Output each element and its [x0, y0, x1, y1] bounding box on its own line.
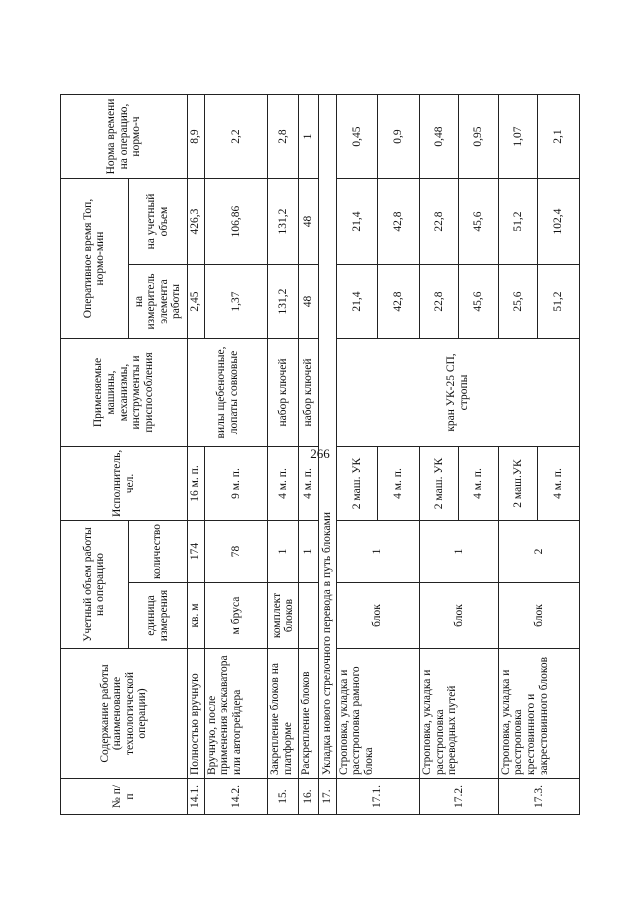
row-per-unit: 22,8: [419, 265, 458, 339]
row-num: 15.: [268, 779, 299, 815]
row-norm: 0,45: [336, 95, 378, 179]
row-norm: 1,07: [498, 95, 537, 179]
row-norm: 2,8: [268, 95, 299, 179]
row-per-volume: 42,8: [378, 179, 420, 265]
row-executor: 2 маш. УК: [419, 447, 458, 521]
row-machines: набор ключей: [268, 339, 299, 447]
norms-table: [60, 94, 580, 815]
table-row: [419, 95, 458, 815]
row-executor: 4 м. п.: [538, 447, 580, 521]
row-executor: 2 маш. УК: [336, 447, 378, 521]
row-num: 17.2.: [419, 779, 498, 815]
section-row: [319, 95, 337, 815]
row-num: 14.1.: [187, 779, 204, 815]
row-per-unit: 48: [299, 265, 319, 339]
table-row: [299, 95, 319, 815]
row-executor: 2 маш.УК: [498, 447, 537, 521]
table-row: [498, 95, 537, 815]
row-content: Строповка, укладка и расстроповка переводных путей: [419, 649, 498, 779]
header-machines: Применяемые машины, механизмы, инструменты и приспособления: [61, 339, 188, 447]
header-content: Содержание работы (наименование технологической операции): [61, 649, 188, 779]
row-per-unit: 2,45: [187, 265, 204, 339]
header-per-unit: на измеритель элемента работы: [128, 265, 187, 339]
row-executor: 9 м. п.: [204, 447, 268, 521]
row-per-volume: 426,3: [187, 179, 204, 265]
table-row: [187, 95, 204, 815]
page-number: 266: [310, 446, 330, 461]
row-norm: 0,9: [378, 95, 420, 179]
row-per-volume: 102,4: [538, 179, 580, 265]
table-row: [268, 95, 299, 815]
row-machines: кран УК-25 СП, стропы: [336, 339, 579, 447]
row-unit: м бруса: [204, 583, 268, 649]
row-qty: 1: [336, 521, 419, 583]
row-executor: 16 м. п.: [187, 447, 204, 521]
row-per-unit: 51,2: [538, 265, 580, 339]
header-unit: единица измерения: [128, 583, 187, 649]
row-qty: 1: [419, 521, 498, 583]
row-executor: 4 м. п.: [378, 447, 420, 521]
row-norm: 2,2: [204, 95, 268, 179]
header-norm: Норма времени на операцию, нормо-ч: [61, 95, 188, 179]
row-machines: набор ключей: [299, 339, 319, 447]
row-qty: 1: [268, 521, 299, 583]
row-num: 14.2.: [204, 779, 268, 815]
row-per-volume: 131,2: [268, 179, 299, 265]
row-per-unit: 131,2: [268, 265, 299, 339]
row-num: 17.3.: [498, 779, 579, 815]
row-norm: 0,48: [419, 95, 458, 179]
header-optime: Оперативное время Топ, нормо-мин: [61, 179, 129, 339]
row-norm: 8,9: [187, 95, 204, 179]
row-per-unit: 25,6: [498, 265, 537, 339]
row-per-volume: 45,6: [459, 179, 498, 265]
row-per-unit: 1,37: [204, 265, 268, 339]
row-per-unit: 45,6: [459, 265, 498, 339]
row-qty: 2: [498, 521, 579, 583]
row-qty: 78: [204, 521, 268, 583]
row-per-volume: 48: [299, 179, 319, 265]
row-unit: блок: [336, 583, 419, 649]
row-machines: вилы щебеночные, лопаты совковые: [187, 339, 268, 447]
row-unit: блок: [419, 583, 498, 649]
row-qty: 174: [187, 521, 204, 583]
row-content: Строповка, укладка и расстроповка крестовинного и закрестовинного блоков: [498, 649, 579, 779]
row-per-volume: 51,2: [498, 179, 537, 265]
table-row: [204, 95, 268, 815]
row-unit: кв. м: [187, 583, 204, 649]
row-content: Вручную, после применения экскаватора или автогрейдера: [204, 649, 268, 779]
row-per-volume: 106,86: [204, 179, 268, 265]
row-per-volume: 21,4: [336, 179, 378, 265]
row-unit: комплект блоков: [268, 583, 299, 649]
header-volume: Учетный объем работы на операцию: [61, 521, 129, 649]
section-title: Укладка нового стрелочного перевода в путь блоками: [319, 95, 337, 779]
row-norm: 0,95: [459, 95, 498, 179]
row-content: Закрепление блоков на платформе: [268, 649, 299, 779]
row-per-unit: 42,8: [378, 265, 420, 339]
row-qty: 1: [299, 521, 319, 583]
row-content: Строповка, укладка и расстроповка рамного блока: [336, 649, 419, 779]
row-per-volume: 22,8: [419, 179, 458, 265]
row-executor: 4 м. п.: [299, 447, 319, 521]
row-num: 17.1.: [336, 779, 419, 815]
row-content: Полностью вручную: [187, 649, 204, 779]
section-num: 17.: [319, 779, 337, 815]
row-norm: 2,1: [538, 95, 580, 179]
row-executor: 4 м. п.: [459, 447, 498, 521]
row-num: 16.: [299, 779, 319, 815]
row-unit: [299, 583, 319, 649]
header-qty: количество: [128, 521, 187, 583]
header-per-volume: на учетный объем: [128, 179, 187, 265]
row-unit: блок: [498, 583, 579, 649]
header-row-1: [61, 95, 129, 815]
row-executor: 4 м. п.: [268, 447, 299, 521]
row-norm: 1: [299, 95, 319, 179]
header-executor: Исполнитель, чел.: [61, 447, 188, 521]
header-num: № п/п: [61, 779, 188, 815]
rotated-table-wrapper: [60, 95, 580, 815]
row-content: Раскрепление блоков: [299, 649, 319, 779]
table-row: [336, 95, 378, 815]
row-per-unit: 21,4: [336, 265, 378, 339]
